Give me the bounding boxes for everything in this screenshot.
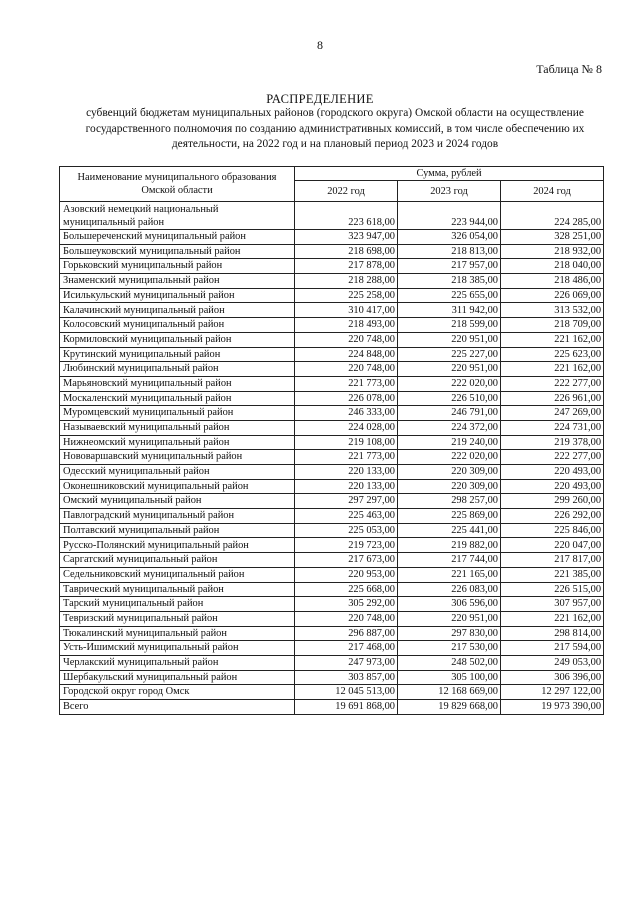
year-header-2023: 2023 год: [398, 181, 501, 202]
amount-2022: 225 463,00: [295, 509, 398, 524]
distribution-table: [59, 166, 604, 715]
municipality-name: Тевризский муниципальный район: [60, 611, 295, 626]
amount-2023: 226 510,00: [398, 391, 501, 406]
amount-2022: 219 723,00: [295, 538, 398, 553]
amount-2023: 305 100,00: [398, 670, 501, 685]
document-subtitle: субвенций бюджетам муниципальных районов (городского округа) Омской области на осуществление государственного полномочия по созданию административных комиссий, в том числе обеспечению их деятельности, на 2022 год и на плановый период 2023 и 2024 годов: [85, 107, 585, 150]
municipality-name: Нововаршавский муниципальный район: [60, 450, 295, 465]
amount-2024: 307 957,00: [501, 597, 604, 612]
amount-2024: 247 269,00: [501, 406, 604, 421]
amount-2023: 225 869,00: [398, 509, 501, 524]
table-row: [60, 509, 604, 524]
table-row: [60, 376, 604, 391]
municipality-name: Тарский муниципальный район: [60, 597, 295, 612]
municipality-name: Калачинский муниципальный район: [60, 303, 295, 318]
amount-2022: 221 773,00: [295, 376, 398, 391]
amount-2024: 306 396,00: [501, 670, 604, 685]
amount-2023: 217 530,00: [398, 641, 501, 656]
table-row: [60, 288, 604, 303]
municipality-name: Черлакский муниципальный район: [60, 655, 295, 670]
amount-2022: 220 748,00: [295, 611, 398, 626]
table-row: [60, 494, 604, 509]
amount-2022: 12 045 513,00: [295, 685, 398, 700]
amount-2022: 225 258,00: [295, 288, 398, 303]
municipality-name: Любинский муниципальный район: [60, 362, 295, 377]
amount-2022: 323 947,00: [295, 230, 398, 245]
table-row: [60, 435, 604, 450]
amount-2024: 328 251,00: [501, 230, 604, 245]
page-number: 8: [317, 38, 323, 52]
amount-2023: 297 830,00: [398, 626, 501, 641]
municipality-name: Таврический муниципальный район: [60, 582, 295, 597]
table-row: [60, 347, 604, 362]
municipality-name: Русско-Полянский муниципальный район: [60, 538, 295, 553]
amount-2024: 249 053,00: [501, 655, 604, 670]
table-row: [60, 406, 604, 421]
amount-2024: 219 378,00: [501, 435, 604, 450]
municipality-name: Шербакульский муниципальный район: [60, 670, 295, 685]
municipality-name: Городской округ город Омск: [60, 685, 295, 700]
amount-2024: 218 709,00: [501, 318, 604, 333]
table-row: [60, 391, 604, 406]
table-row: [60, 567, 604, 582]
amount-2022: 19 691 868,00: [295, 700, 398, 715]
table-row: [60, 641, 604, 656]
amount-2022: 220 748,00: [295, 332, 398, 347]
amount-2023: 19 829 668,00: [398, 700, 501, 715]
amount-2022: 224 848,00: [295, 347, 398, 362]
table-row: [60, 318, 604, 333]
municipality-name: Марьяновский муниципальный район: [60, 376, 295, 391]
amount-2023: 311 942,00: [398, 303, 501, 318]
amount-2023: 220 309,00: [398, 479, 501, 494]
amount-2024: 299 260,00: [501, 494, 604, 509]
year-header-2022: 2022 год: [295, 181, 398, 202]
municipality-name: Кормиловский муниципальный район: [60, 332, 295, 347]
amount-2024: 217 594,00: [501, 641, 604, 656]
table-row: [60, 244, 604, 259]
amount-2024: 226 961,00: [501, 391, 604, 406]
table-row: [60, 626, 604, 641]
amount-2024: 298 814,00: [501, 626, 604, 641]
amount-2024: 220 047,00: [501, 538, 604, 553]
amount-2024: 19 973 390,00: [501, 700, 604, 715]
amount-2023: 223 944,00: [398, 202, 501, 230]
amount-2022: 223 618,00: [295, 202, 398, 230]
table-row: [60, 685, 604, 700]
amount-2022: 225 053,00: [295, 523, 398, 538]
amount-2023: 12 168 669,00: [398, 685, 501, 700]
table-body: [60, 202, 604, 715]
amount-2024: 221 162,00: [501, 362, 604, 377]
amount-2024: 224 731,00: [501, 420, 604, 435]
amount-2024: 220 493,00: [501, 465, 604, 480]
table-row: [60, 450, 604, 465]
amount-2023: 225 441,00: [398, 523, 501, 538]
amount-2022: 246 333,00: [295, 406, 398, 421]
amount-2022: 220 133,00: [295, 479, 398, 494]
amount-2022: 297 297,00: [295, 494, 398, 509]
municipality-name: Павлоградский муниципальный район: [60, 509, 295, 524]
table-row: [60, 230, 604, 245]
table-row: [60, 611, 604, 626]
table-row: [60, 362, 604, 377]
year-header-2024: 2024 год: [501, 181, 604, 202]
table-row: [60, 582, 604, 597]
municipality-name: Всего: [60, 700, 295, 715]
amount-2022: 218 698,00: [295, 244, 398, 259]
table-row: [60, 465, 604, 480]
municipality-name: Исилькульский муниципальный район: [60, 288, 295, 303]
amount-2023: 222 020,00: [398, 376, 501, 391]
amount-2024: 221 385,00: [501, 567, 604, 582]
table-row: [60, 202, 604, 230]
amount-2023: 306 596,00: [398, 597, 501, 612]
amount-2023: 219 882,00: [398, 538, 501, 553]
amount-2022: 296 887,00: [295, 626, 398, 641]
table-row: [60, 700, 604, 715]
amount-2024: 218 040,00: [501, 259, 604, 274]
amount-2022: 305 292,00: [295, 597, 398, 612]
amount-2024: 225 623,00: [501, 347, 604, 362]
amount-2023: 220 951,00: [398, 611, 501, 626]
municipality-name: Называевский муниципальный район: [60, 420, 295, 435]
amount-2023: 218 599,00: [398, 318, 501, 333]
municipality-name: Саргатский муниципальный район: [60, 553, 295, 568]
sum-column-header: Сумма, рублей: [295, 167, 604, 181]
municipality-name: Большереченский муниципальный район: [60, 230, 295, 245]
amount-2024: 217 817,00: [501, 553, 604, 568]
table-label: Таблица № 8: [536, 62, 602, 76]
table-row: [60, 274, 604, 289]
table-row: [60, 420, 604, 435]
amount-2024: 221 162,00: [501, 332, 604, 347]
table-row: [60, 523, 604, 538]
municipality-name: Крутинский муниципальный район: [60, 347, 295, 362]
municipality-name: Знаменский муниципальный район: [60, 274, 295, 289]
amount-2024: 225 846,00: [501, 523, 604, 538]
table-row: [60, 670, 604, 685]
municipality-name: Муромцевский муниципальный район: [60, 406, 295, 421]
municipality-name: Большеуковский муниципальный район: [60, 244, 295, 259]
amount-2022: 310 417,00: [295, 303, 398, 318]
amount-2022: 218 493,00: [295, 318, 398, 333]
municipality-name: Азовский немецкий национальный муниципальный район: [60, 202, 295, 230]
amount-2023: 218 385,00: [398, 274, 501, 289]
table-row: [60, 655, 604, 670]
amount-2022: 226 078,00: [295, 391, 398, 406]
amount-2022: 221 773,00: [295, 450, 398, 465]
amount-2024: 224 285,00: [501, 202, 604, 230]
municipality-column-header: Наименование муниципального образования Омской области: [60, 167, 295, 202]
amount-2023: 217 957,00: [398, 259, 501, 274]
amount-2022: 217 878,00: [295, 259, 398, 274]
amount-2022: 247 973,00: [295, 655, 398, 670]
amount-2023: 224 372,00: [398, 420, 501, 435]
amount-2023: 326 054,00: [398, 230, 501, 245]
amount-2022: 217 468,00: [295, 641, 398, 656]
amount-2024: 222 277,00: [501, 376, 604, 391]
amount-2024: 218 486,00: [501, 274, 604, 289]
amount-2023: 298 257,00: [398, 494, 501, 509]
municipality-name: Нижнеомский муниципальный район: [60, 435, 295, 450]
amount-2024: 221 162,00: [501, 611, 604, 626]
amount-2023: 225 227,00: [398, 347, 501, 362]
amount-2023: 220 951,00: [398, 362, 501, 377]
amount-2023: 246 791,00: [398, 406, 501, 421]
amount-2023: 218 813,00: [398, 244, 501, 259]
table-row: [60, 479, 604, 494]
municipality-name: Омский муниципальный район: [60, 494, 295, 509]
amount-2024: 218 932,00: [501, 244, 604, 259]
amount-2023: 225 655,00: [398, 288, 501, 303]
amount-2024: 226 292,00: [501, 509, 604, 524]
amount-2024: 12 297 122,00: [501, 685, 604, 700]
amount-2022: 220 953,00: [295, 567, 398, 582]
amount-2024: 226 069,00: [501, 288, 604, 303]
amount-2024: 313 532,00: [501, 303, 604, 318]
amount-2022: 224 028,00: [295, 420, 398, 435]
amount-2022: 303 857,00: [295, 670, 398, 685]
municipality-name: Усть-Ишимский муниципальный район: [60, 641, 295, 656]
municipality-name: Москаленский муниципальный район: [60, 391, 295, 406]
municipality-name: Одесский муниципальный район: [60, 465, 295, 480]
amount-2023: 219 240,00: [398, 435, 501, 450]
amount-2024: 220 493,00: [501, 479, 604, 494]
municipality-name: Полтавский муниципальный район: [60, 523, 295, 538]
amount-2022: 217 673,00: [295, 553, 398, 568]
municipality-name: Оконешниковский муниципальный район: [60, 479, 295, 494]
amount-2023: 217 744,00: [398, 553, 501, 568]
table-row: [60, 553, 604, 568]
amount-2023: 221 165,00: [398, 567, 501, 582]
table-row: [60, 303, 604, 318]
document-title: РАСПРЕДЕЛЕНИЕ: [266, 92, 374, 106]
amount-2023: 220 309,00: [398, 465, 501, 480]
amount-2023: 226 083,00: [398, 582, 501, 597]
amount-2022: 225 668,00: [295, 582, 398, 597]
amount-2022: 220 133,00: [295, 465, 398, 480]
municipality-name: Горьковский муниципальный район: [60, 259, 295, 274]
amount-2022: 218 288,00: [295, 274, 398, 289]
amount-2023: 222 020,00: [398, 450, 501, 465]
table-row: [60, 259, 604, 274]
amount-2024: 222 277,00: [501, 450, 604, 465]
table-row: [60, 597, 604, 612]
amount-2022: 219 108,00: [295, 435, 398, 450]
municipality-name: Седельниковский муниципальный район: [60, 567, 295, 582]
amount-2023: 220 951,00: [398, 332, 501, 347]
amount-2023: 248 502,00: [398, 655, 501, 670]
municipality-name: Колосовский муниципальный район: [60, 318, 295, 333]
table-row: [60, 332, 604, 347]
municipality-name: Тюкалинский муниципальный район: [60, 626, 295, 641]
amount-2024: 226 515,00: [501, 582, 604, 597]
table-row: [60, 538, 604, 553]
amount-2022: 220 748,00: [295, 362, 398, 377]
